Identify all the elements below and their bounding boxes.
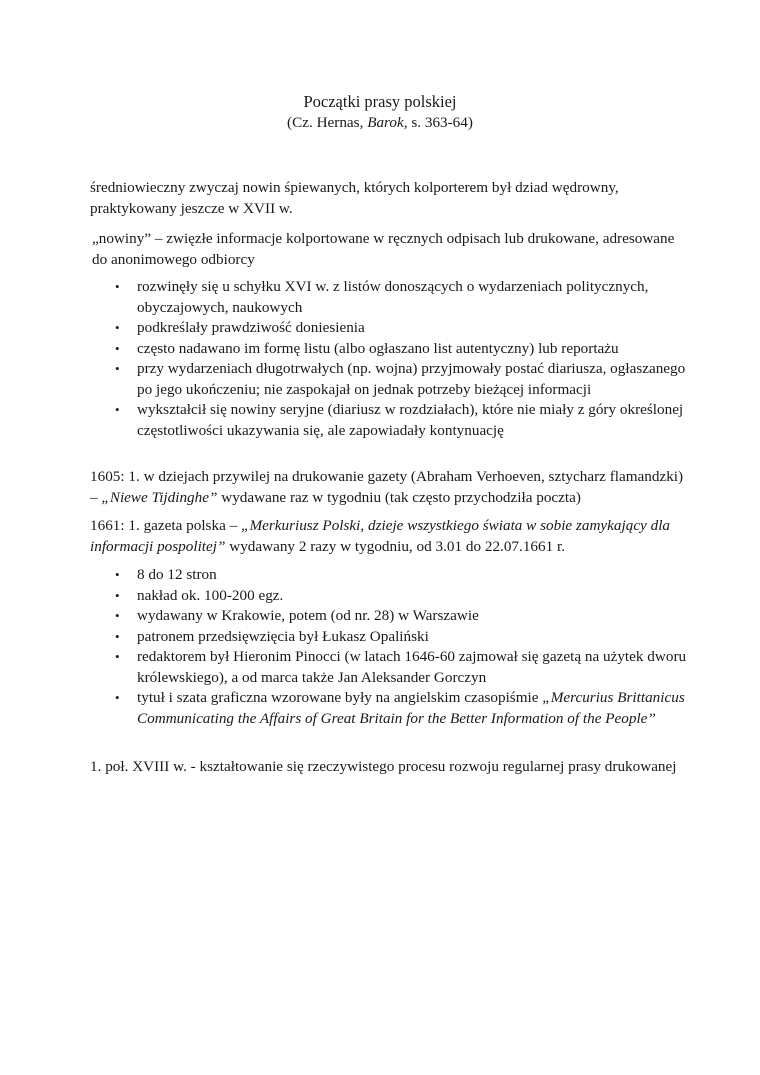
- paragraph-1605: [90, 467, 690, 508]
- subtitle-book: Barok: [367, 114, 404, 131]
- newspaper-title: „Niewe Tijdinghe”: [101, 488, 218, 506]
- list-item-text: podkreślały prawdziwość doniesienia: [137, 319, 365, 336]
- bullet-icon: •: [115, 567, 120, 582]
- bullet-list-merkuriusz: [90, 565, 690, 729]
- list-item: [90, 688, 690, 729]
- list-item-text: tytuł i szata graficzna wzorowane były na angielskim czasopiśmie: [137, 689, 543, 706]
- list-item-text: przy wydarzeniach długotrwałych (np. wojna) przyjmowały postać diariusza, ogłaszanego po jego ukończeniu; nie zaspokajał on jednak potrzeby bieżącej informacji: [137, 360, 686, 398]
- list-item-text: patronem przedsięwzięcia był Łukasz Opaliński: [137, 627, 429, 645]
- list-item: [90, 318, 690, 339]
- list-item: [90, 339, 690, 360]
- bullet-icon: •: [115, 402, 120, 417]
- bullet-list-nowiny: [90, 277, 690, 441]
- bullet-icon: •: [115, 690, 120, 705]
- list-item: [90, 586, 690, 607]
- paragraph-1661: [90, 516, 690, 557]
- list-item-text: redaktorem był Hieronim Pinocci (w latach 1646-60 zajmował się gazetą na użytek dworu królewskiego), a od marca także Jan Aleksander Gorczyn: [137, 648, 687, 686]
- paragraph-text: 1. poł. XVIII w. - kształtowanie się rzeczywistego procesu rozwoju regularnej prasy drukowanej: [90, 758, 677, 775]
- paragraph-text: „nowiny” – zwięzłe informacje kolportowane w ręcznych odpisach lub drukowane, adresowane do anonimowego odbiorcy: [92, 230, 675, 268]
- paragraph-text-part: 1605: 1. w dziejach przywilej na drukowanie gazety (Abraham Verhoeven, sztycharz flamandzki) –: [90, 468, 684, 506]
- list-item: [90, 627, 690, 648]
- bullet-icon: •: [115, 361, 120, 376]
- bullet-icon: •: [115, 279, 120, 294]
- bullet-icon: •: [115, 628, 120, 644]
- list-item-text: wykształcił się nowiny seryjne (diariusz w rozdziałach), które nie miały z góry określonej częstotliwości ukazywania się, ale zapowiadały kontynuację: [137, 401, 684, 439]
- paragraph-text: [90, 516, 690, 557]
- newspaper-title: „Mercurius Brittanicus Communicating the Affairs of Great Britain for the Better Information of the People”: [137, 689, 685, 727]
- paragraph-text-part: 1661: 1. gazeta polska –: [90, 517, 241, 534]
- paragraph-xviii: [90, 757, 690, 778]
- bullet-icon: •: [115, 649, 120, 664]
- list-item-text: 8 do 12 stron: [137, 566, 217, 583]
- paragraph-nowiny-spiewane: [90, 178, 690, 219]
- list-item-text: rozwinęły się u schyłku XVI w. z listów donoszących o wydarzeniach politycznych, obyczajowych, naukowych: [137, 278, 649, 316]
- paragraph-text: średniowieczny zwyczaj nowin śpiewanych, których kolporterem był dziad wędrowny, praktykowany jeszcze w XVII w.: [90, 179, 619, 217]
- subtitle-prefix: (Cz. Hernas,: [287, 114, 368, 131]
- bullet-icon: •: [115, 340, 120, 356]
- bullet-icon: •: [115, 587, 120, 603]
- paragraph-nowiny-definition: [92, 229, 692, 270]
- subtitle-suffix: , s. 363-64): [403, 114, 473, 131]
- document-title: Początki prasy polskiej: [303, 92, 457, 111]
- bullet-icon: •: [115, 320, 120, 335]
- paragraph-text-part: wydawany 2 razy w tygodniu, od 3.01 do 22.07.1661 r.: [225, 537, 566, 555]
- list-item: [90, 400, 690, 441]
- list-item: [90, 277, 690, 318]
- paragraph-text-part: wydawane raz w tygodniu (tak często przychodziła poczta): [217, 488, 581, 506]
- list-item-text: wydawany w Krakowie, potem (od nr. 28) w Warszawie: [137, 607, 479, 624]
- document-subtitle: [0, 113, 760, 133]
- list-item: [90, 606, 690, 627]
- list-item-text: nakład ok. 100-200 egz.: [137, 586, 284, 604]
- bullet-icon: •: [115, 608, 120, 623]
- list-item: [90, 565, 690, 586]
- list-item-text: często nadawano im formę listu (albo ogłaszano list autentyczny) lub reportażu: [137, 339, 619, 357]
- list-item: [90, 359, 690, 400]
- paragraph-text: [90, 467, 690, 508]
- list-item: [90, 647, 690, 688]
- newspaper-title: „Merkuriusz Polski, dzieje wszystkiego świata w sobie zamykający dla informacji pospolitej”: [90, 517, 671, 555]
